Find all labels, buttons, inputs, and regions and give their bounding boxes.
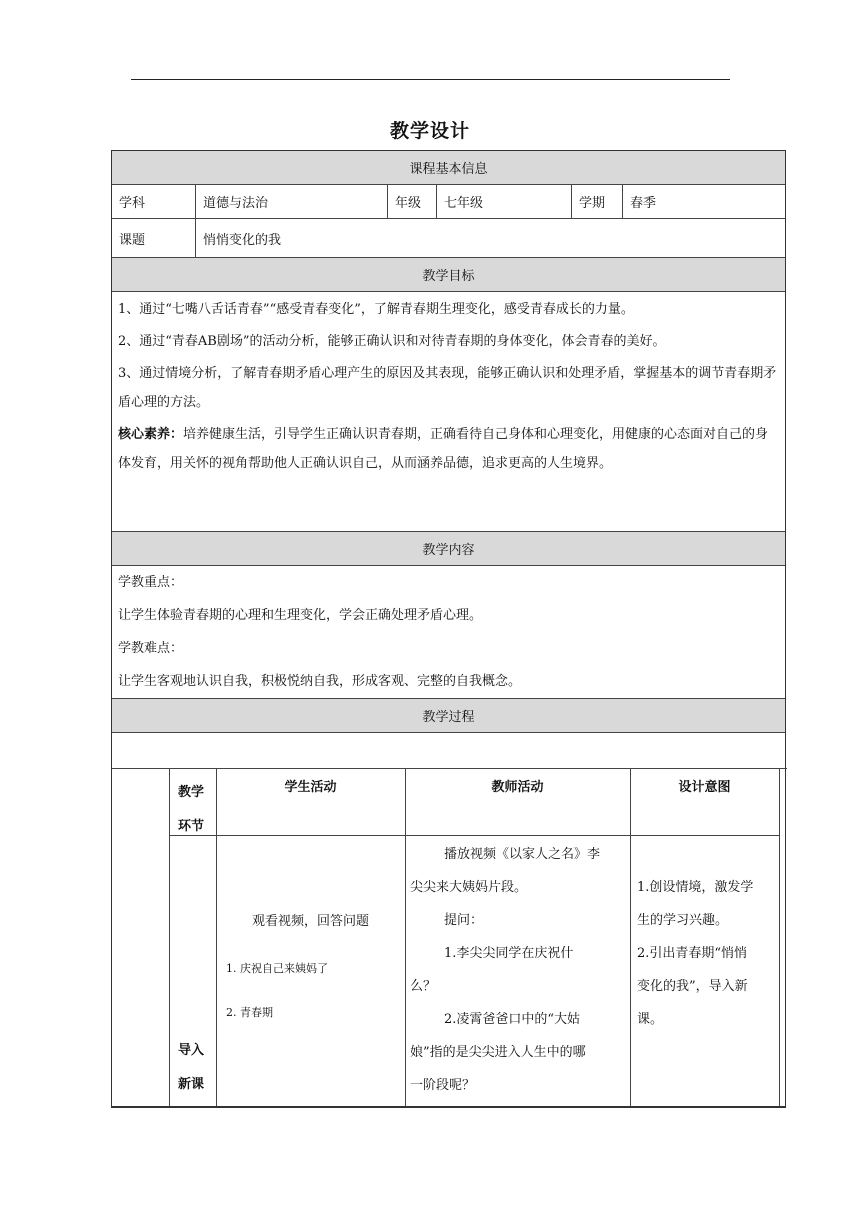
teacher-line-5: 么？ [410,979,437,994]
key-point-label: 学教重点： [118,575,184,590]
design-intent [637,871,753,1036]
basic-info-band [112,151,785,185]
subject-value: 道德与法治 [196,185,388,218]
process-table [112,768,787,1108]
teacher-line-3: 提问： [444,913,484,928]
stage-name-line-2: 新课 [178,1077,205,1092]
intent-column-right-rule [779,768,780,1106]
core-literacy [112,420,785,478]
student-answer-2: 2. 青春期 [226,1006,273,1019]
process-heading: 教学过程 [422,710,475,725]
difficult-point-label: 学教难点： [118,641,184,656]
key-point-text: 让学生体验青春期的心理和生理变化，学会正确处理矛盾心理。 [118,608,483,623]
content-heading: 教学内容 [422,543,475,558]
teacher-activity [410,838,600,1102]
subject-row [112,185,785,219]
subject-label: 学科 [112,185,196,218]
objective-1: 1、通过“七嘴八舌话青春”“感受青春变化”，了解青春期生理变化，感受青春成长的力量。 [118,302,634,317]
lesson-plan-table [111,150,786,1108]
process-table-top-rule [112,768,787,769]
grade-value: 七年级 [437,185,572,218]
intent-line-1: 1.创设情境，激发学 [637,880,754,895]
student-answer-1: 1. 庆祝自己来姨妈了 [226,962,328,975]
difficult-point-text: 让学生客观地认识自我，积极悦纳自我，形成客观、完整的自我概念。 [118,674,522,689]
topic-row [112,219,785,258]
stage-header-line-1: 教学 [178,785,205,800]
core-literacy-text: 培养健康生活，引导学生正确认识青春期，正确看待自己身体和心理变化，用健康的心态面对自己的身体发育，用关怀的视角帮助他人正确认识自己，从而涵养品德，追求更高的人生境界。 [118,427,769,471]
objectives-band [112,258,785,292]
teacher-line-4: 1.李尖尖同学在庆祝什 [444,946,574,961]
objectives-section [112,292,785,532]
process-spacer-row [112,733,785,768]
intent-line-5: 课。 [637,1012,664,1027]
teacher-line-1: 播放视频《以家人之名》李 [444,847,601,862]
basic-info-heading: 课程基本信息 [409,162,488,177]
objective-3: 3、通过情境分析，了解青春期矛盾心理产生的原因及其表现，能够正确认识和处理矛盾，掌握基本的调节青春期矛盾心理的方法。 [118,366,777,410]
intent-line-3: 2.引出青春期“悄悄 [637,946,748,961]
stage-name-line-1: 导入 [178,1043,205,1058]
teacher-line-2: 尖尖来大姨妈片段。 [410,880,528,895]
stage-header-line-2: 环节 [178,819,205,834]
term-value: 春季 [630,196,657,211]
stage-header [178,776,204,844]
teacher-column-left-rule [405,768,406,1106]
stage-name [178,1034,204,1102]
student-activity-intro: 观看视频，回答问题 [251,914,369,929]
objectives-heading: 教学目标 [422,269,475,284]
objective-2: 2、通过“青春AB剧场”的活动分析，能够正确认识和对待青春期的身体变化，体会青春的美好。 [118,334,666,349]
header-bottom-rule [169,835,779,836]
intent-line-4: 变化的我”，导入新 [637,979,748,994]
topic-value: 悄悄变化的我 [203,232,282,248]
core-literacy-label: 核心素养： [118,427,184,442]
topic-label: 课题 [112,219,196,257]
content-section [112,566,785,699]
term-label: 学期 [572,185,623,218]
teacher-line-6: 2.凌霄爸爸口中的“大姑 [444,1012,581,1027]
intent-line-2: 生的学习兴趣。 [637,913,729,928]
student-activity-header: 学生活动 [284,780,337,795]
teacher-line-8: 一阶段呢？ [410,1078,476,1093]
teacher-activity-header: 教师活动 [491,780,544,795]
stage-column-left-rule [169,768,170,1106]
design-intent-header: 设计意图 [678,780,731,795]
teacher-line-7: 娘”指的是尖尖进入人生中的哪 [410,1045,586,1060]
content-band [112,532,785,566]
document-title: 教学设计 [389,120,470,142]
process-band [112,699,785,733]
intent-column-left-rule [630,768,631,1106]
header-rule [131,79,730,80]
grade-label: 年级 [388,185,437,218]
